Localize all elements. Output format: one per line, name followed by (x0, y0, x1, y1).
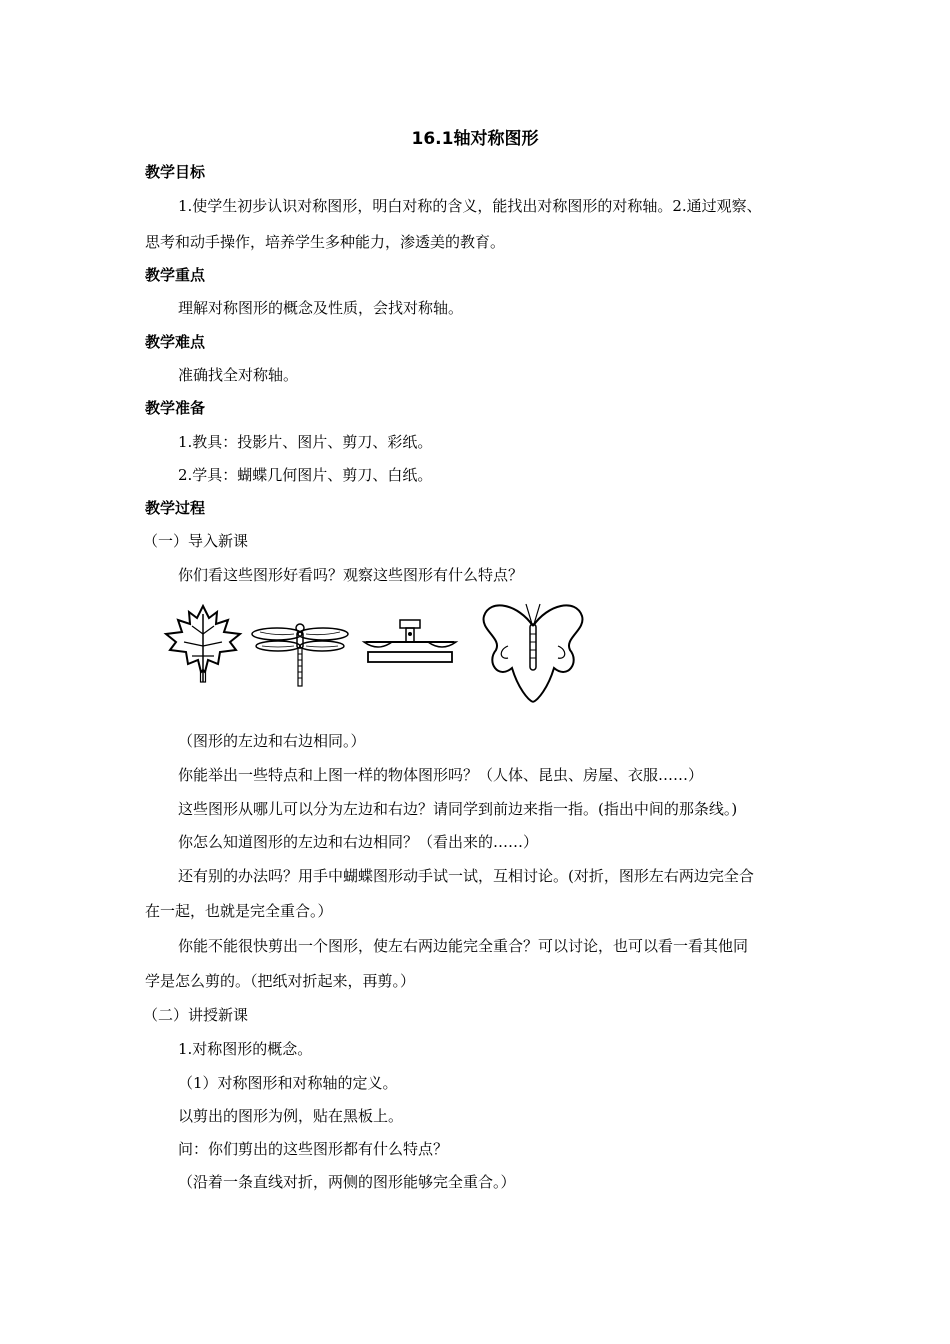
part1-question-6-line-1: 你能不能很快剪出一个图形，使左右两边能完全重合？可以讨论，也可以看一看其他同 (178, 937, 749, 955)
part1-heading: （一）导入新课 (143, 532, 249, 550)
dragonfly-icon (250, 622, 350, 692)
balance-scale-icon (360, 618, 460, 668)
page-title: 16.1轴对称图形 (411, 129, 539, 149)
part2-sub-1: （1）对称图形和对称轴的定义。 (178, 1074, 398, 1092)
part2-paragraph-1: 以剪出的图形为例，贴在黑板上。 (178, 1107, 404, 1125)
part1-question-2: 你能举出一些特点和上图一样的物体图形吗？（人体、昆虫、房屋、衣服……） (178, 766, 704, 784)
butterfly-icon (478, 596, 588, 708)
part1-question-3: 这些图形从哪儿可以分为左边和右边？请同学到前边来指一指。(指出中间的那条线。) (178, 800, 738, 818)
part2-paragraph-2: 问：你们剪出的这些图形都有什么特点？ (178, 1140, 449, 1158)
part1-question-5-line-2: 在一起，也就是完全重合。） (145, 902, 333, 920)
prep-item-2: 2.学具：蝴蝶几何图片、剪刀、白纸。 (178, 466, 433, 484)
part2-paragraph-3: （沿着一条直线对折，两侧的图形能够完全重合。） (178, 1173, 516, 1191)
part1-answer-1: （图形的左边和右边相同。） (178, 732, 366, 750)
part2-item-1: 1.对称图形的概念。 (178, 1040, 313, 1058)
part1-question-4: 你怎么知道图形的左边和右边相同？（看出来的……） (178, 833, 539, 851)
process-heading: 教学过程 (145, 499, 206, 517)
part1-question-6-line-2: 学是怎么剪的。（把纸对折起来，再剪。） (145, 972, 416, 990)
goals-line-1: 1.使学生初步认识对称图形，明白对称的含义，能找出对称图形的对称轴。2.通过观察、 (178, 197, 762, 215)
prep-item-1: 1.教具：投影片、图片、剪刀、彩纸。 (178, 433, 433, 451)
goals-heading: 教学目标 (145, 163, 206, 181)
difficulty-text: 准确找全对称轴。 (178, 366, 299, 384)
difficulty-heading: 教学难点 (145, 333, 206, 351)
goals-line-2: 思考和动手操作，培养学生多种能力，渗透美的教育。 (145, 233, 506, 251)
leaf-icon (162, 604, 244, 684)
part1-question-1: 你们看这些图形好看吗？观察这些图形有什么特点？ (178, 566, 524, 584)
prep-heading: 教学准备 (145, 399, 206, 417)
part1-question-5-line-1: 还有别的办法吗？用手中蝴蝶图形动手试一试，互相讨论。(对折，图形左右两边完全合 (178, 867, 754, 885)
part2-heading: （二）讲授新课 (143, 1006, 249, 1024)
symmetric-figures (160, 596, 580, 711)
key-text: 理解对称图形的概念及性质，会找对称轴。 (178, 299, 464, 317)
key-heading: 教学重点 (145, 266, 206, 284)
